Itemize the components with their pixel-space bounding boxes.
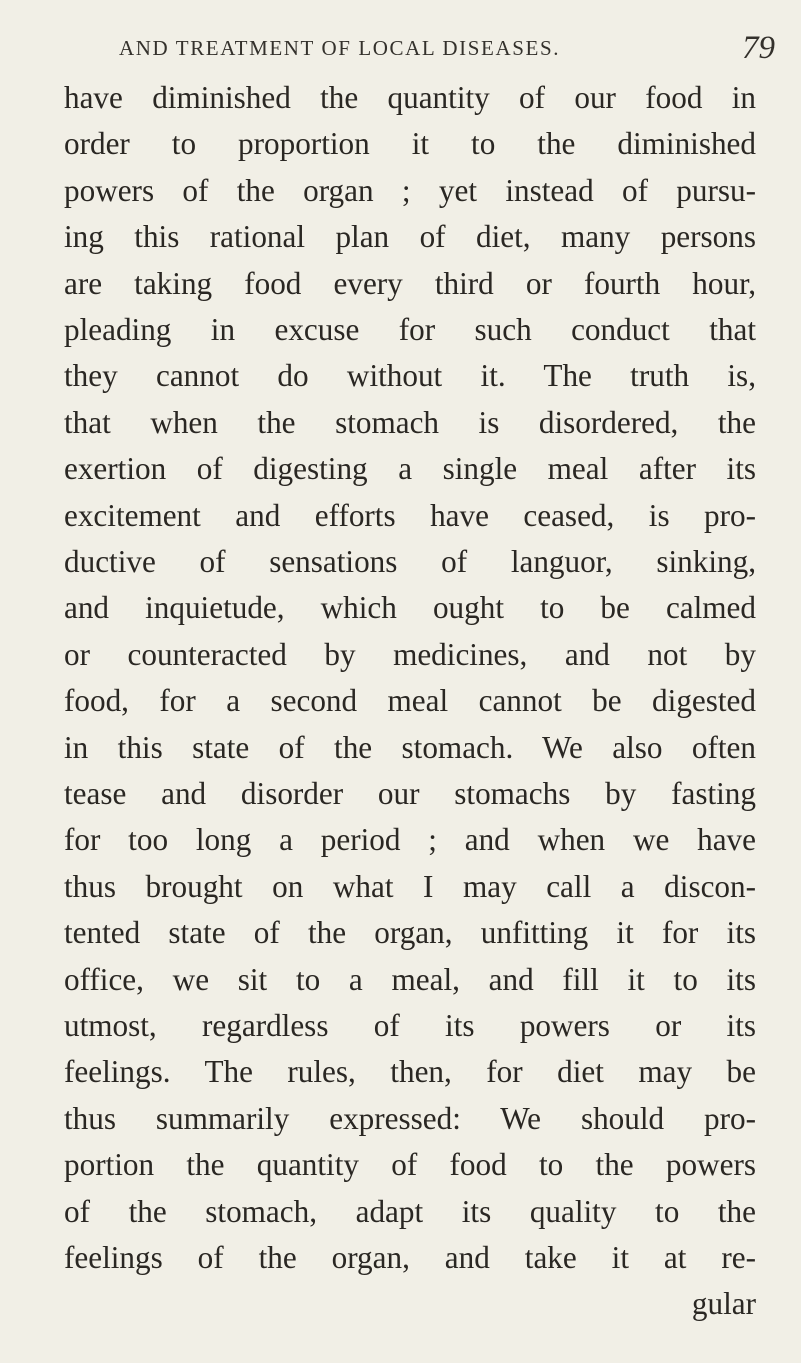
text-line: excitement and efforts have ceased, is pro- (64, 497, 756, 533)
text-line: exertion of digesting a single meal after its (64, 451, 756, 487)
text-line: feelings of the organ, and take it at re- (64, 1240, 756, 1275)
text-line: thus brought on what I may call a discon- (64, 868, 756, 904)
text-line: office, we sit to a meal, and fill it to its (64, 961, 756, 997)
running-head (0, 30, 801, 74)
text-line: tease and disorder our stomachs by fasting (64, 776, 756, 811)
page-number: 79 (742, 30, 775, 66)
text-line: that when the stomach is disordered, the (64, 404, 756, 440)
text-line: ductive of sensations of languor, sinking, (64, 544, 756, 579)
running-title: AND TREATMENT OF LOCAL DISEASES. (119, 36, 561, 60)
text-line: powers of the organ ; yet instead of pursu- (64, 172, 756, 208)
text-line: they cannot do without it. The truth is, (64, 358, 756, 394)
text-line: or counteracted by medicines, and not by (64, 636, 756, 672)
text-line: tented state of the organ, unfitting it for its (64, 915, 756, 951)
text-line: have diminished the quantity of our food in (64, 80, 756, 115)
text-line: food, for a second meal cannot be digested (64, 683, 756, 719)
text-line: in this state of the stomach. We also often (64, 729, 756, 765)
text-line: for too long a period ; and when we have (64, 822, 756, 858)
text-line: pleading in excuse for such conduct that (64, 312, 756, 347)
text-line: thus summarily expressed: We should pro- (64, 1100, 756, 1136)
text-line: and inquietude, which ought to be calmed (64, 590, 756, 626)
text-line: ing this rational plan of diet, many persons (64, 219, 756, 255)
text-line: are taking food every third or fourth hour, (64, 265, 756, 301)
text-line: order to proportion it to the diminished (64, 126, 756, 162)
text-line: of the stomach, adapt its quality to the (64, 1193, 756, 1229)
catchword: gular (691, 1286, 756, 1322)
text-line: portion the quantity of food to the powers (64, 1147, 756, 1183)
text-line: feelings. The rules, then, for diet may be (64, 1054, 756, 1090)
text-line: utmost, regardless of its powers or its (64, 1008, 756, 1043)
